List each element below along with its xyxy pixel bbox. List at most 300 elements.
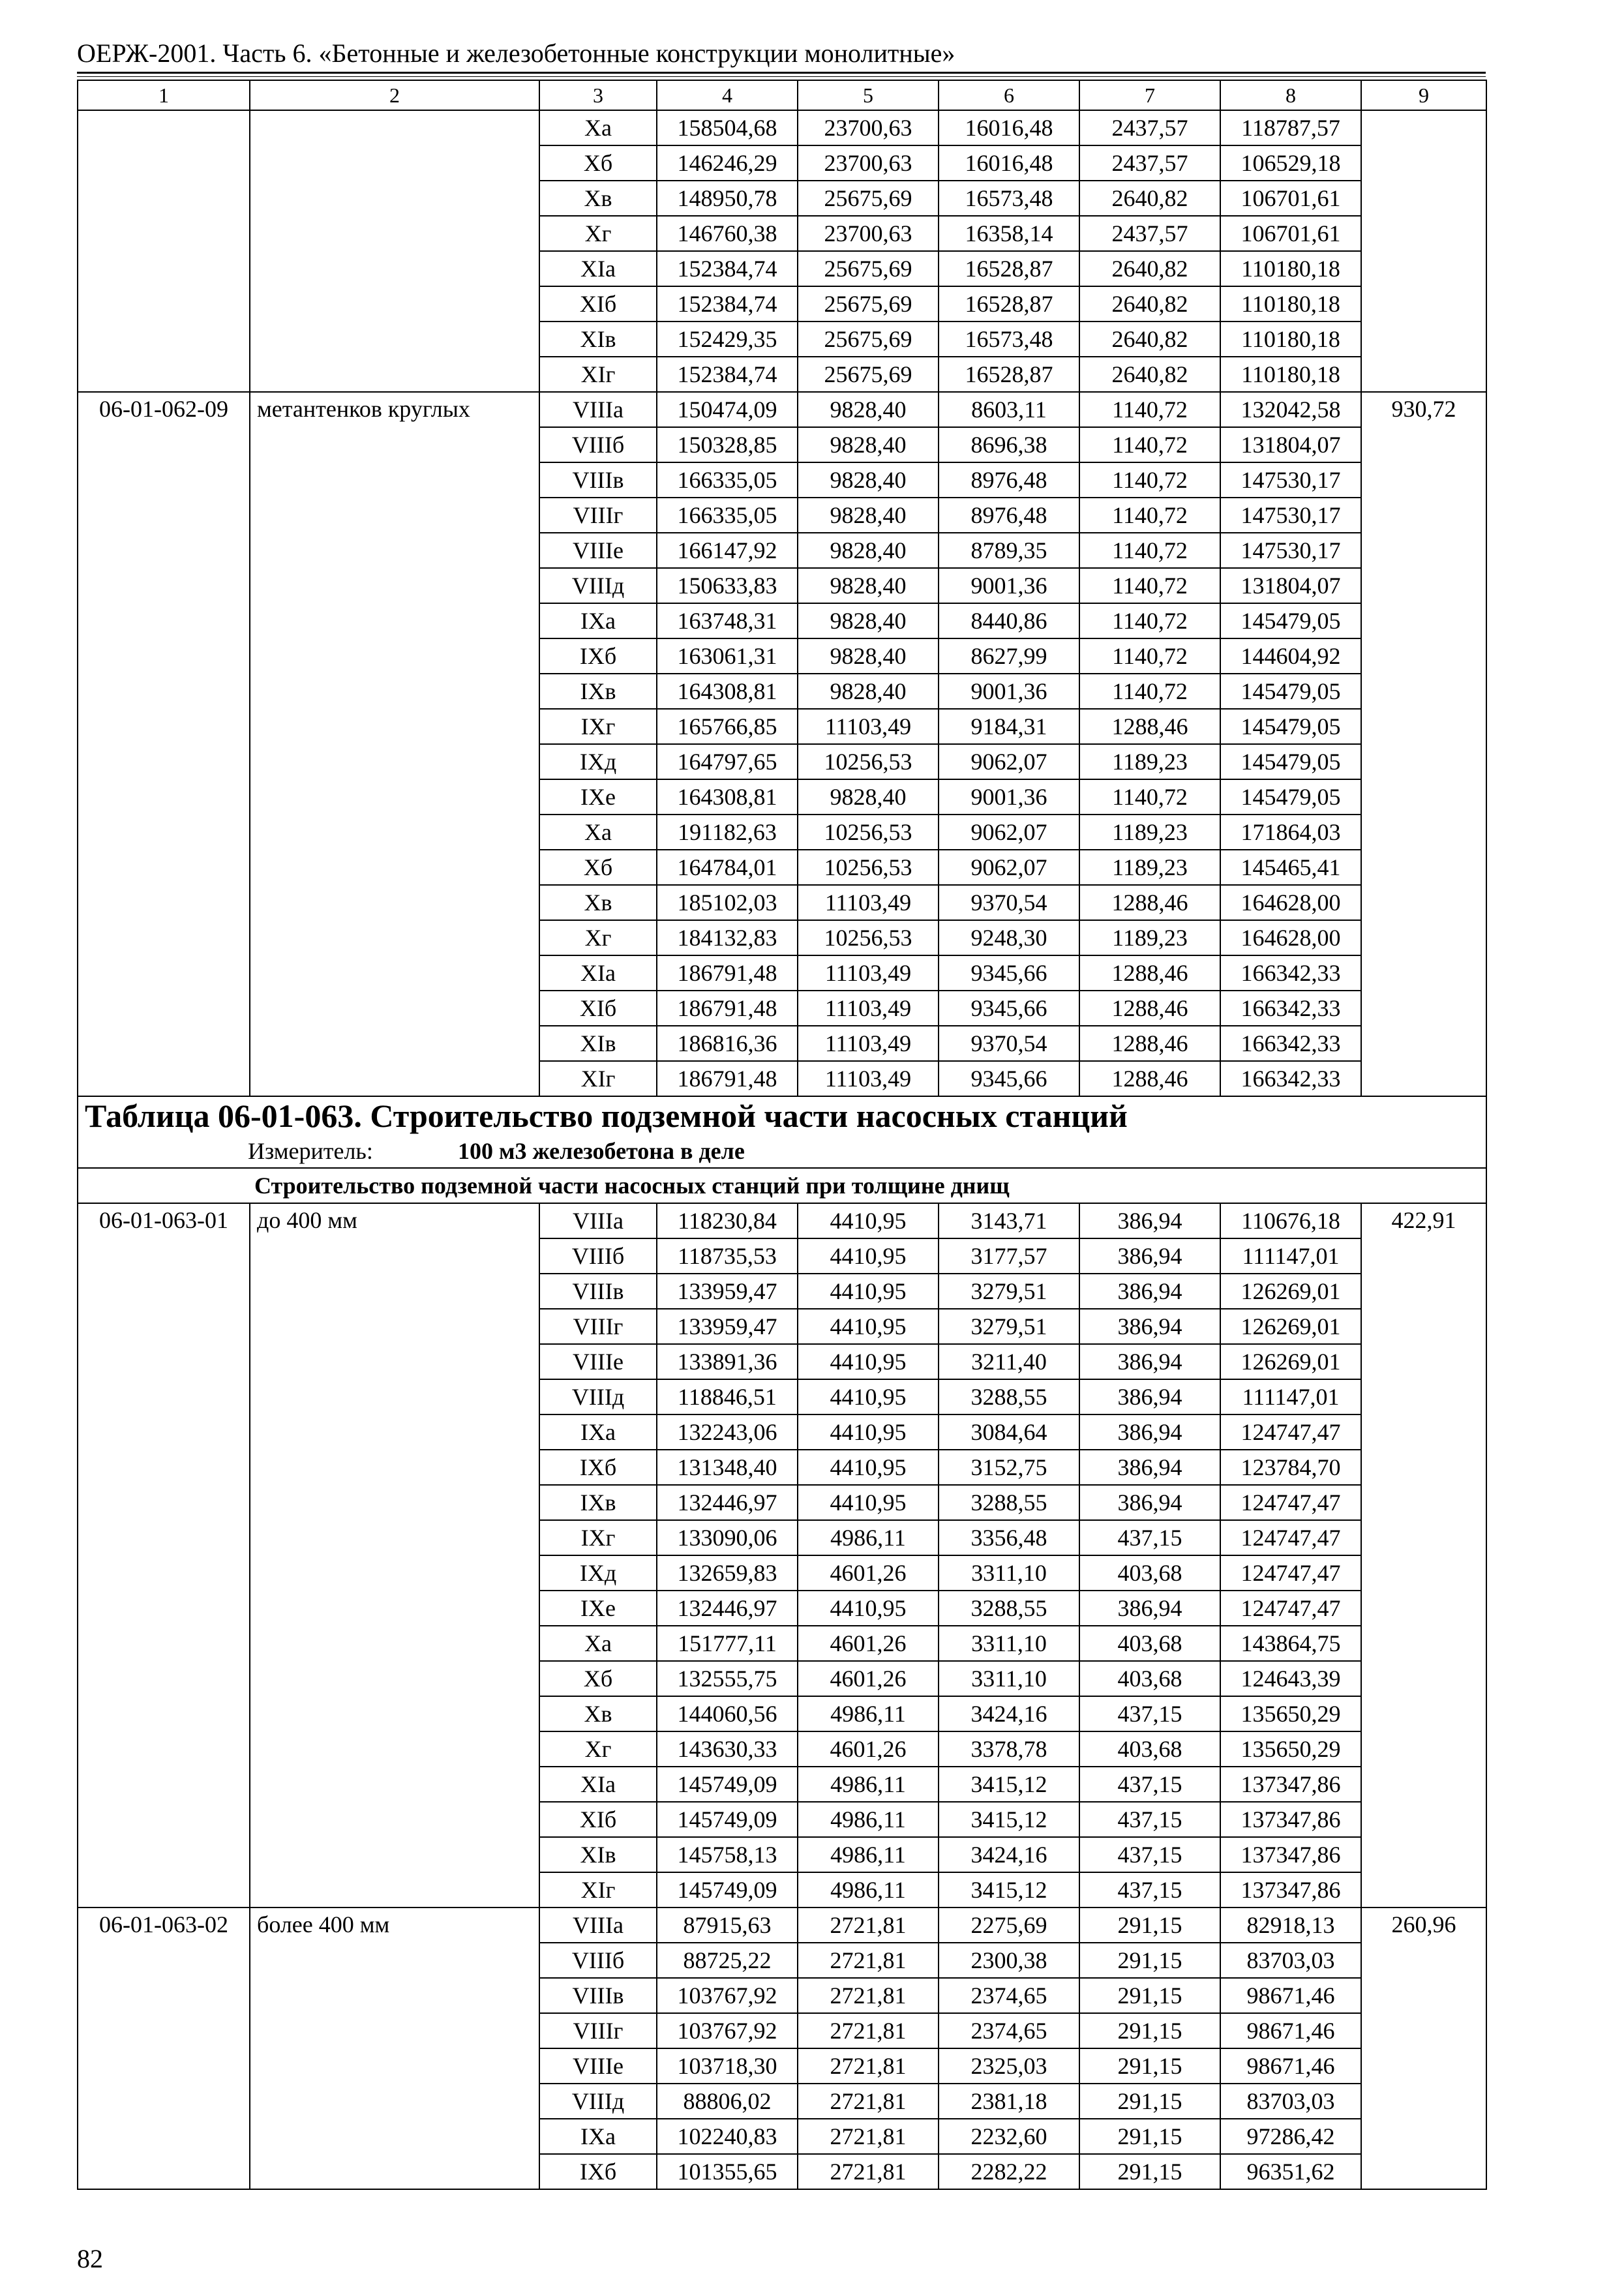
value-cell: 9001,36: [939, 674, 1079, 709]
value-cell: 96351,62: [1220, 2154, 1361, 2189]
value-cell: 103767,92: [657, 1978, 798, 2013]
zone-cell: IXа: [539, 2119, 657, 2154]
value-cell: 2300,38: [939, 1943, 1079, 1978]
value-cell: 132243,06: [657, 1414, 798, 1450]
value-cell: 2232,60: [939, 2119, 1079, 2154]
value-cell: 131804,07: [1220, 427, 1361, 462]
value-cell: 1140,72: [1079, 533, 1220, 568]
value-cell: 3415,12: [939, 1872, 1079, 1908]
value-cell: 4986,11: [798, 1837, 939, 1872]
value-cell: 123784,70: [1220, 1450, 1361, 1485]
value-cell: 403,68: [1079, 1661, 1220, 1696]
value-cell: 4410,95: [798, 1203, 939, 1238]
zone-cell: VIIIд: [539, 568, 657, 603]
value-cell: 185102,03: [657, 885, 798, 920]
measure-label: Измеритель:: [248, 1138, 373, 1164]
value-cell: 152384,74: [657, 251, 798, 286]
column-number: 7: [1079, 80, 1220, 110]
value-cell: 144060,56: [657, 1696, 798, 1731]
value-cell: 1140,72: [1079, 674, 1220, 709]
value-cell: 9062,07: [939, 815, 1079, 850]
value-cell: 23700,63: [798, 216, 939, 251]
item-name: до 400 мм: [250, 1203, 539, 1908]
value-cell: 1140,72: [1079, 498, 1220, 533]
value-cell: 2721,81: [798, 1908, 939, 1943]
value-cell: 9345,66: [939, 991, 1079, 1026]
value-cell: 4410,95: [798, 1485, 939, 1520]
value-cell: 25675,69: [798, 322, 939, 357]
item-code: 06-01-063-01: [78, 1203, 250, 1908]
table-row: [78, 110, 1486, 145]
value-cell: 16016,48: [939, 145, 1079, 181]
value-cell: 88725,22: [657, 1943, 798, 1978]
value-cell: 3356,48: [939, 1520, 1079, 1555]
value-cell: 82918,13: [1220, 1908, 1361, 1943]
value-cell: 9828,40: [798, 779, 939, 815]
labor-cell: 260,96: [1361, 1908, 1486, 2189]
value-cell: 166342,33: [1220, 991, 1361, 1026]
value-cell: 146246,29: [657, 145, 798, 181]
zone-cell: Xб: [539, 1661, 657, 1696]
value-cell: 1189,23: [1079, 920, 1220, 955]
column-number: 2: [250, 80, 539, 110]
value-cell: 4601,26: [798, 1731, 939, 1767]
zone-cell: XIа: [539, 251, 657, 286]
value-cell: 126269,01: [1220, 1274, 1361, 1309]
value-cell: 145479,05: [1220, 674, 1361, 709]
value-cell: 16528,87: [939, 286, 1079, 322]
zone-cell: XIв: [539, 1026, 657, 1061]
value-cell: 2721,81: [798, 2154, 939, 2189]
value-cell: 1288,46: [1079, 1061, 1220, 1096]
value-cell: 184132,83: [657, 920, 798, 955]
zone-cell: VIIIе: [539, 2048, 657, 2084]
value-cell: 166342,33: [1220, 1026, 1361, 1061]
value-cell: 2437,57: [1079, 216, 1220, 251]
value-cell: 166335,05: [657, 462, 798, 498]
value-cell: 165766,85: [657, 709, 798, 744]
value-cell: 291,15: [1079, 2013, 1220, 2048]
value-cell: 9828,40: [798, 533, 939, 568]
value-cell: 9370,54: [939, 885, 1079, 920]
value-cell: 3424,16: [939, 1837, 1079, 1872]
value-cell: 1140,72: [1079, 462, 1220, 498]
zone-cell: Xа: [539, 815, 657, 850]
value-cell: 8440,86: [939, 603, 1079, 638]
value-cell: 3311,10: [939, 1626, 1079, 1661]
value-cell: 1140,72: [1079, 392, 1220, 427]
value-cell: 4986,11: [798, 1520, 939, 1555]
value-cell: 166335,05: [657, 498, 798, 533]
value-cell: 3415,12: [939, 1802, 1079, 1837]
value-cell: 2640,82: [1079, 251, 1220, 286]
zone-cell: IXб: [539, 638, 657, 674]
zone-cell: VIIIб: [539, 1943, 657, 1978]
zone-cell: VIIIб: [539, 427, 657, 462]
value-cell: 386,94: [1079, 1203, 1220, 1238]
zone-cell: Xг: [539, 1731, 657, 1767]
value-cell: 4986,11: [798, 1802, 939, 1837]
value-cell: 87915,63: [657, 1908, 798, 1943]
value-cell: 186791,48: [657, 1061, 798, 1096]
value-cell: 103718,30: [657, 2048, 798, 2084]
value-cell: 131804,07: [1220, 568, 1361, 603]
value-cell: 1140,72: [1079, 638, 1220, 674]
value-cell: 143864,75: [1220, 1626, 1361, 1661]
value-cell: 386,94: [1079, 1344, 1220, 1379]
value-cell: 291,15: [1079, 1908, 1220, 1943]
value-cell: 106701,61: [1220, 216, 1361, 251]
zone-cell: VIIIа: [539, 1203, 657, 1238]
value-cell: 124747,47: [1220, 1485, 1361, 1520]
zone-cell: Xв: [539, 885, 657, 920]
value-cell: 16358,14: [939, 216, 1079, 251]
value-cell: 4601,26: [798, 1626, 939, 1661]
value-cell: 2721,81: [798, 2048, 939, 2084]
value-cell: 25675,69: [798, 181, 939, 216]
value-cell: 9062,07: [939, 744, 1079, 779]
value-cell: 9001,36: [939, 568, 1079, 603]
value-cell: 4986,11: [798, 1872, 939, 1908]
zone-cell: XIв: [539, 1837, 657, 1872]
value-cell: 118230,84: [657, 1203, 798, 1238]
column-number: 3: [539, 80, 657, 110]
value-cell: 2721,81: [798, 2119, 939, 2154]
zone-cell: XIб: [539, 991, 657, 1026]
value-cell: 291,15: [1079, 2048, 1220, 2084]
labor-cell: 930,72: [1361, 392, 1486, 1096]
value-cell: 166342,33: [1220, 955, 1361, 991]
value-cell: 106529,18: [1220, 145, 1361, 181]
value-cell: 106701,61: [1220, 181, 1361, 216]
zone-cell: VIIIв: [539, 462, 657, 498]
value-cell: 9062,07: [939, 850, 1079, 885]
value-cell: 137347,86: [1220, 1837, 1361, 1872]
value-cell: 291,15: [1079, 1943, 1220, 1978]
subtitle-row: [78, 1168, 1486, 1203]
zone-cell: IXд: [539, 744, 657, 779]
value-cell: 386,94: [1079, 1238, 1220, 1274]
value-cell: 4410,95: [798, 1379, 939, 1414]
value-cell: 11103,49: [798, 955, 939, 991]
header-rule-thin: [77, 76, 1486, 77]
value-cell: 3311,10: [939, 1555, 1079, 1591]
value-cell: 164308,81: [657, 779, 798, 815]
value-cell: 9184,31: [939, 709, 1079, 744]
zone-cell: XIг: [539, 357, 657, 392]
value-cell: 4410,95: [798, 1238, 939, 1274]
value-cell: 145749,09: [657, 1767, 798, 1802]
zone-cell: IXв: [539, 1485, 657, 1520]
value-cell: 10256,53: [798, 815, 939, 850]
value-cell: 118787,57: [1220, 110, 1361, 145]
value-cell: 3311,10: [939, 1661, 1079, 1696]
value-cell: 164308,81: [657, 674, 798, 709]
zone-cell: VIIIг: [539, 2013, 657, 2048]
value-cell: 437,15: [1079, 1520, 1220, 1555]
value-cell: 83703,03: [1220, 2084, 1361, 2119]
value-cell: 9828,40: [798, 603, 939, 638]
value-cell: 186791,48: [657, 991, 798, 1026]
value-cell: 1140,72: [1079, 603, 1220, 638]
value-cell: 133959,47: [657, 1309, 798, 1344]
value-cell: 124747,47: [1220, 1591, 1361, 1626]
value-cell: 135650,29: [1220, 1731, 1361, 1767]
value-cell: 25675,69: [798, 357, 939, 392]
table-row: [78, 1203, 1486, 1238]
value-cell: 145479,05: [1220, 744, 1361, 779]
value-cell: 2721,81: [798, 2013, 939, 2048]
value-cell: 437,15: [1079, 1696, 1220, 1731]
zone-cell: IXд: [539, 1555, 657, 1591]
value-cell: 147530,17: [1220, 462, 1361, 498]
value-cell: 3177,57: [939, 1238, 1079, 1274]
column-number: 1: [78, 80, 250, 110]
value-cell: 16528,87: [939, 251, 1079, 286]
value-cell: 16573,48: [939, 322, 1079, 357]
value-cell: 164628,00: [1220, 885, 1361, 920]
value-cell: 2282,22: [939, 2154, 1079, 2189]
zone-cell: Xа: [539, 1626, 657, 1661]
column-number: 5: [798, 80, 939, 110]
value-cell: 2721,81: [798, 1978, 939, 2013]
item-name: метантенков круглых: [250, 392, 539, 1096]
value-cell: 132042,58: [1220, 392, 1361, 427]
value-cell: 2437,57: [1079, 110, 1220, 145]
value-cell: 16016,48: [939, 110, 1079, 145]
item-name: [250, 110, 539, 392]
value-cell: 2721,81: [798, 1943, 939, 1978]
value-cell: 11103,49: [798, 885, 939, 920]
value-cell: 152429,35: [657, 322, 798, 357]
page-number: 82: [77, 2244, 103, 2273]
value-cell: 4410,95: [798, 1344, 939, 1379]
value-cell: 152384,74: [657, 286, 798, 322]
table-row: [78, 1908, 1486, 1943]
value-cell: 2381,18: [939, 2084, 1079, 2119]
value-cell: 164628,00: [1220, 920, 1361, 955]
value-cell: 437,15: [1079, 1767, 1220, 1802]
value-cell: 132446,97: [657, 1485, 798, 1520]
value-cell: 118846,51: [657, 1379, 798, 1414]
zone-cell: IXб: [539, 1450, 657, 1485]
value-cell: 150633,83: [657, 568, 798, 603]
value-cell: 11103,49: [798, 991, 939, 1026]
zone-cell: XIг: [539, 1061, 657, 1096]
table-title-row: [78, 1096, 1486, 1135]
zone-cell: Xб: [539, 850, 657, 885]
zone-cell: IXе: [539, 1591, 657, 1626]
value-cell: 9828,40: [798, 462, 939, 498]
value-cell: 3415,12: [939, 1767, 1079, 1802]
value-cell: 133090,06: [657, 1520, 798, 1555]
value-cell: 2374,65: [939, 1978, 1079, 2013]
value-cell: 110180,18: [1220, 357, 1361, 392]
zone-cell: XIб: [539, 1802, 657, 1837]
value-cell: 2374,65: [939, 2013, 1079, 2048]
value-cell: 9828,40: [798, 568, 939, 603]
value-cell: 386,94: [1079, 1414, 1220, 1450]
value-cell: 171864,03: [1220, 815, 1361, 850]
value-cell: 386,94: [1079, 1274, 1220, 1309]
value-cell: 10256,53: [798, 744, 939, 779]
value-cell: 386,94: [1079, 1379, 1220, 1414]
value-cell: 8627,99: [939, 638, 1079, 674]
value-cell: 9828,40: [798, 427, 939, 462]
value-cell: 186791,48: [657, 955, 798, 991]
value-cell: 98671,46: [1220, 1978, 1361, 2013]
value-cell: 1189,23: [1079, 850, 1220, 885]
item-code: 06-01-063-02: [78, 1908, 250, 2189]
value-cell: 9001,36: [939, 779, 1079, 815]
value-cell: 3279,51: [939, 1309, 1079, 1344]
value-cell: 166147,92: [657, 533, 798, 568]
value-cell: 3288,55: [939, 1379, 1079, 1414]
value-cell: 386,94: [1079, 1485, 1220, 1520]
zone-cell: IXа: [539, 1414, 657, 1450]
labor-cell: 422,91: [1361, 1203, 1486, 1908]
value-cell: 145758,13: [657, 1837, 798, 1872]
value-cell: 137347,86: [1220, 1872, 1361, 1908]
value-cell: 145749,09: [657, 1802, 798, 1837]
value-cell: 2640,82: [1079, 357, 1220, 392]
value-cell: 291,15: [1079, 1978, 1220, 2013]
zone-cell: XIб: [539, 286, 657, 322]
value-cell: 152384,74: [657, 357, 798, 392]
value-cell: 144604,92: [1220, 638, 1361, 674]
value-cell: 102240,83: [657, 2119, 798, 2154]
zone-cell: IXв: [539, 674, 657, 709]
zone-cell: Xг: [539, 920, 657, 955]
column-number: 6: [939, 80, 1079, 110]
table-row: [78, 392, 1486, 427]
value-cell: 145479,05: [1220, 603, 1361, 638]
value-cell: 3378,78: [939, 1731, 1079, 1767]
value-cell: 1189,23: [1079, 744, 1220, 779]
column-number: 8: [1220, 80, 1361, 110]
zone-cell: Xв: [539, 1696, 657, 1731]
value-cell: 8603,11: [939, 392, 1079, 427]
zone-cell: XIа: [539, 955, 657, 991]
value-cell: 110676,18: [1220, 1203, 1361, 1238]
value-cell: 145749,09: [657, 1872, 798, 1908]
value-cell: 2275,69: [939, 1908, 1079, 1943]
value-cell: 3288,55: [939, 1485, 1079, 1520]
value-cell: 291,15: [1079, 2154, 1220, 2189]
value-cell: 9345,66: [939, 955, 1079, 991]
value-cell: 1288,46: [1079, 1026, 1220, 1061]
value-cell: 146760,38: [657, 216, 798, 251]
value-cell: 150474,09: [657, 392, 798, 427]
zone-cell: XIа: [539, 1767, 657, 1802]
value-cell: 2640,82: [1079, 322, 1220, 357]
table-title: Таблица 06-01-063. Строительство подземной части насосных станций: [78, 1096, 1486, 1135]
value-cell: 88806,02: [657, 2084, 798, 2119]
value-cell: 151777,11: [657, 1626, 798, 1661]
value-cell: 135650,29: [1220, 1696, 1361, 1731]
value-cell: 126269,01: [1220, 1344, 1361, 1379]
zone-cell: IXа: [539, 603, 657, 638]
measure-cell: [78, 1135, 1486, 1168]
value-cell: 145465,41: [1220, 850, 1361, 885]
value-cell: 97286,42: [1220, 2119, 1361, 2154]
value-cell: 1140,72: [1079, 568, 1220, 603]
zone-cell: VIIIд: [539, 2084, 657, 2119]
value-cell: 11103,49: [798, 709, 939, 744]
value-cell: 4410,95: [798, 1309, 939, 1344]
value-cell: 4601,26: [798, 1661, 939, 1696]
value-cell: 25675,69: [798, 286, 939, 322]
value-cell: 124747,47: [1220, 1414, 1361, 1450]
value-cell: 4986,11: [798, 1767, 939, 1802]
value-cell: 9248,30: [939, 920, 1079, 955]
item-code: [78, 110, 250, 392]
value-cell: 8976,48: [939, 498, 1079, 533]
value-cell: 16528,87: [939, 357, 1079, 392]
value-cell: 9370,54: [939, 1026, 1079, 1061]
value-cell: 403,68: [1079, 1731, 1220, 1767]
column-number: 9: [1361, 80, 1486, 110]
value-cell: 110180,18: [1220, 251, 1361, 286]
measure-value: 100 м3 железобетона в деле: [458, 1138, 745, 1164]
zone-cell: VIIIг: [539, 498, 657, 533]
value-cell: 111147,01: [1220, 1238, 1361, 1274]
zone-cell: Xб: [539, 145, 657, 181]
value-cell: 98671,46: [1220, 2013, 1361, 2048]
value-cell: 9828,40: [798, 638, 939, 674]
value-cell: 158504,68: [657, 110, 798, 145]
value-cell: 4410,95: [798, 1414, 939, 1450]
value-cell: 163061,31: [657, 638, 798, 674]
value-cell: 437,15: [1079, 1837, 1220, 1872]
value-cell: 164784,01: [657, 850, 798, 885]
zone-cell: XIг: [539, 1872, 657, 1908]
zone-cell: IXг: [539, 1520, 657, 1555]
value-cell: 191182,63: [657, 815, 798, 850]
price-table: [77, 80, 1487, 2190]
value-cell: 3424,16: [939, 1696, 1079, 1731]
value-cell: 1288,46: [1079, 991, 1220, 1026]
value-cell: 291,15: [1079, 2084, 1220, 2119]
value-cell: 3279,51: [939, 1274, 1079, 1309]
value-cell: 147530,17: [1220, 533, 1361, 568]
value-cell: 4410,95: [798, 1274, 939, 1309]
page-header: ОЕРЖ-2001. Часть 6. «Бетонные и железобетонные конструкции монолитные»: [77, 38, 955, 68]
value-cell: 4410,95: [798, 1450, 939, 1485]
value-cell: 124747,47: [1220, 1555, 1361, 1591]
value-cell: 4410,95: [798, 1591, 939, 1626]
zone-cell: IXе: [539, 779, 657, 815]
value-cell: 9828,40: [798, 498, 939, 533]
column-number: 4: [657, 80, 798, 110]
value-cell: 118735,53: [657, 1238, 798, 1274]
value-cell: 9828,40: [798, 674, 939, 709]
zone-cell: VIIIа: [539, 1908, 657, 1943]
value-cell: 23700,63: [798, 145, 939, 181]
value-cell: 2640,82: [1079, 286, 1220, 322]
labor-cell: [1361, 110, 1486, 392]
value-cell: 25675,69: [798, 251, 939, 286]
value-cell: 1140,72: [1079, 427, 1220, 462]
zone-cell: VIIIб: [539, 1238, 657, 1274]
value-cell: 150328,85: [657, 427, 798, 462]
zone-cell: VIIIе: [539, 533, 657, 568]
value-cell: 3288,55: [939, 1591, 1079, 1626]
value-cell: 1288,46: [1079, 885, 1220, 920]
value-cell: 437,15: [1079, 1802, 1220, 1837]
value-cell: 137347,86: [1220, 1802, 1361, 1837]
value-cell: 2325,03: [939, 2048, 1079, 2084]
